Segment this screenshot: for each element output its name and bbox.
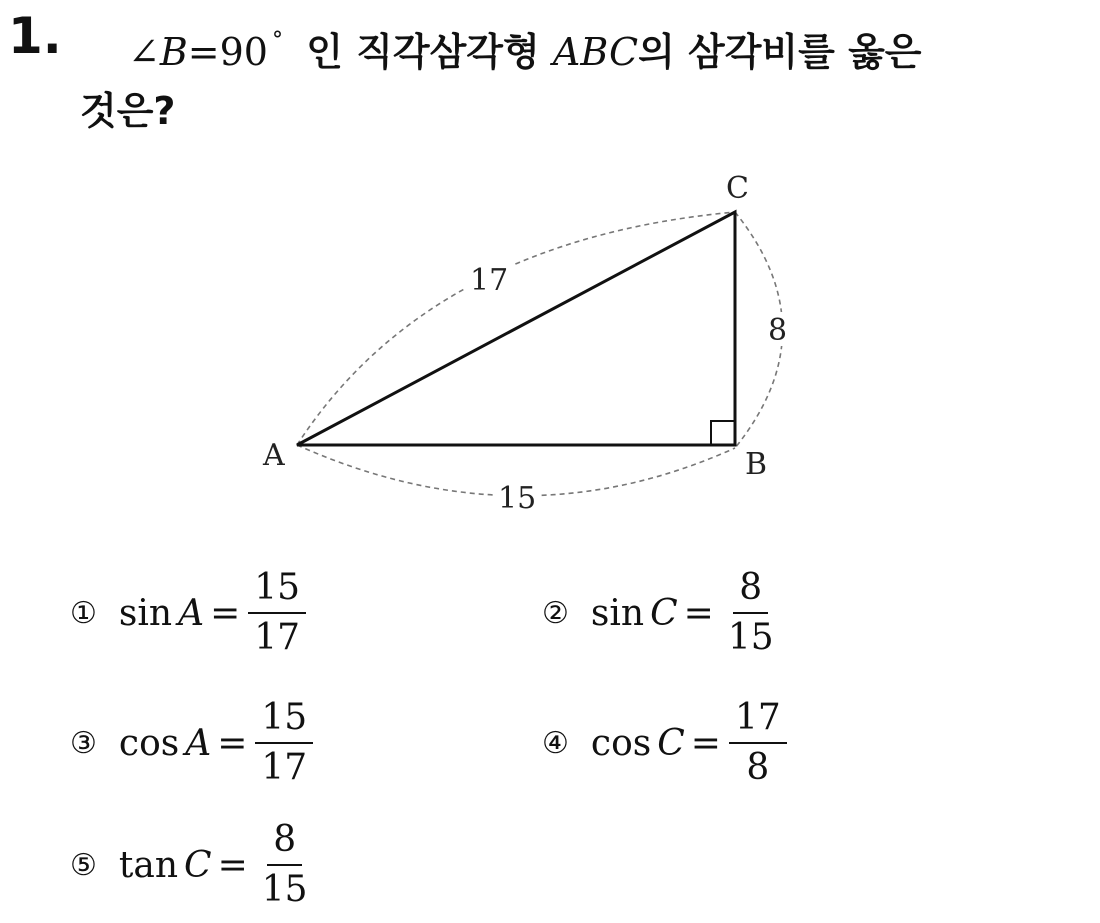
angle-symbol: ∠ xyxy=(128,30,160,74)
right-angle-mark xyxy=(711,421,735,445)
numerator: 17 xyxy=(729,698,787,744)
choice-4[interactable] xyxy=(542,688,787,798)
fraction xyxy=(729,698,787,788)
fraction xyxy=(255,698,313,788)
equals-sign: = xyxy=(217,722,248,764)
question-line-2: 것은? xyxy=(80,89,176,133)
fraction xyxy=(256,820,314,910)
numerator: 15 xyxy=(248,568,306,614)
choice-5[interactable] xyxy=(70,810,314,920)
denominator: 15 xyxy=(261,869,308,910)
equals-sign: = xyxy=(217,844,248,886)
denominator: 17 xyxy=(254,617,301,658)
denominator: 8 xyxy=(746,747,770,788)
numerator: 15 xyxy=(255,698,313,744)
denominator: 15 xyxy=(727,617,774,658)
question-text-2: 의 삼각비를 옳은 xyxy=(638,30,922,74)
choice-1[interactable] xyxy=(70,558,306,668)
choice-marker: ① xyxy=(70,595,97,631)
denominator: 17 xyxy=(261,747,308,788)
question-number: 1. xyxy=(8,7,62,65)
triangle-name: ABC xyxy=(552,30,639,74)
trig-function: cos xyxy=(590,722,652,764)
choice-marker: ⑤ xyxy=(70,847,97,883)
angle-variable: B xyxy=(159,30,188,74)
vertex-label-c: C xyxy=(726,171,749,206)
fraction xyxy=(248,568,306,658)
numerator: 8 xyxy=(267,820,302,866)
equals-sign: = xyxy=(210,592,241,634)
degree-symbol: ° xyxy=(271,28,283,53)
right-triangle xyxy=(297,212,735,445)
fraction xyxy=(722,568,780,658)
vertex-label-a: A xyxy=(263,438,285,473)
trig-function: sin xyxy=(590,592,645,634)
angle-variable: C xyxy=(657,722,685,764)
trig-function: cos xyxy=(118,722,180,764)
choice-3[interactable] xyxy=(70,688,313,798)
trig-function: sin xyxy=(118,592,173,634)
vertex-label-b: B xyxy=(745,447,768,482)
angle-variable: C xyxy=(184,844,212,886)
side-label-bc: 8 xyxy=(768,313,788,348)
trig-function: tan xyxy=(118,844,179,886)
angle-variable: A xyxy=(178,592,205,634)
side-label-ab: 15 xyxy=(498,481,537,516)
equals-sign: = xyxy=(690,722,721,764)
equals-sign: = xyxy=(187,30,220,74)
choice-2[interactable] xyxy=(542,558,780,668)
choice-marker: ③ xyxy=(70,725,97,761)
side-label-ac: 17 xyxy=(470,263,509,298)
angle-variable: A xyxy=(185,722,212,764)
numerator: 8 xyxy=(733,568,768,614)
question-text-1: 인 직각삼각형 xyxy=(292,30,553,74)
choice-marker: ② xyxy=(542,595,569,631)
choice-marker: ④ xyxy=(542,725,569,761)
angle-variable: C xyxy=(650,592,678,634)
equals-sign: = xyxy=(683,592,714,634)
angle-value: 90 xyxy=(219,30,268,74)
